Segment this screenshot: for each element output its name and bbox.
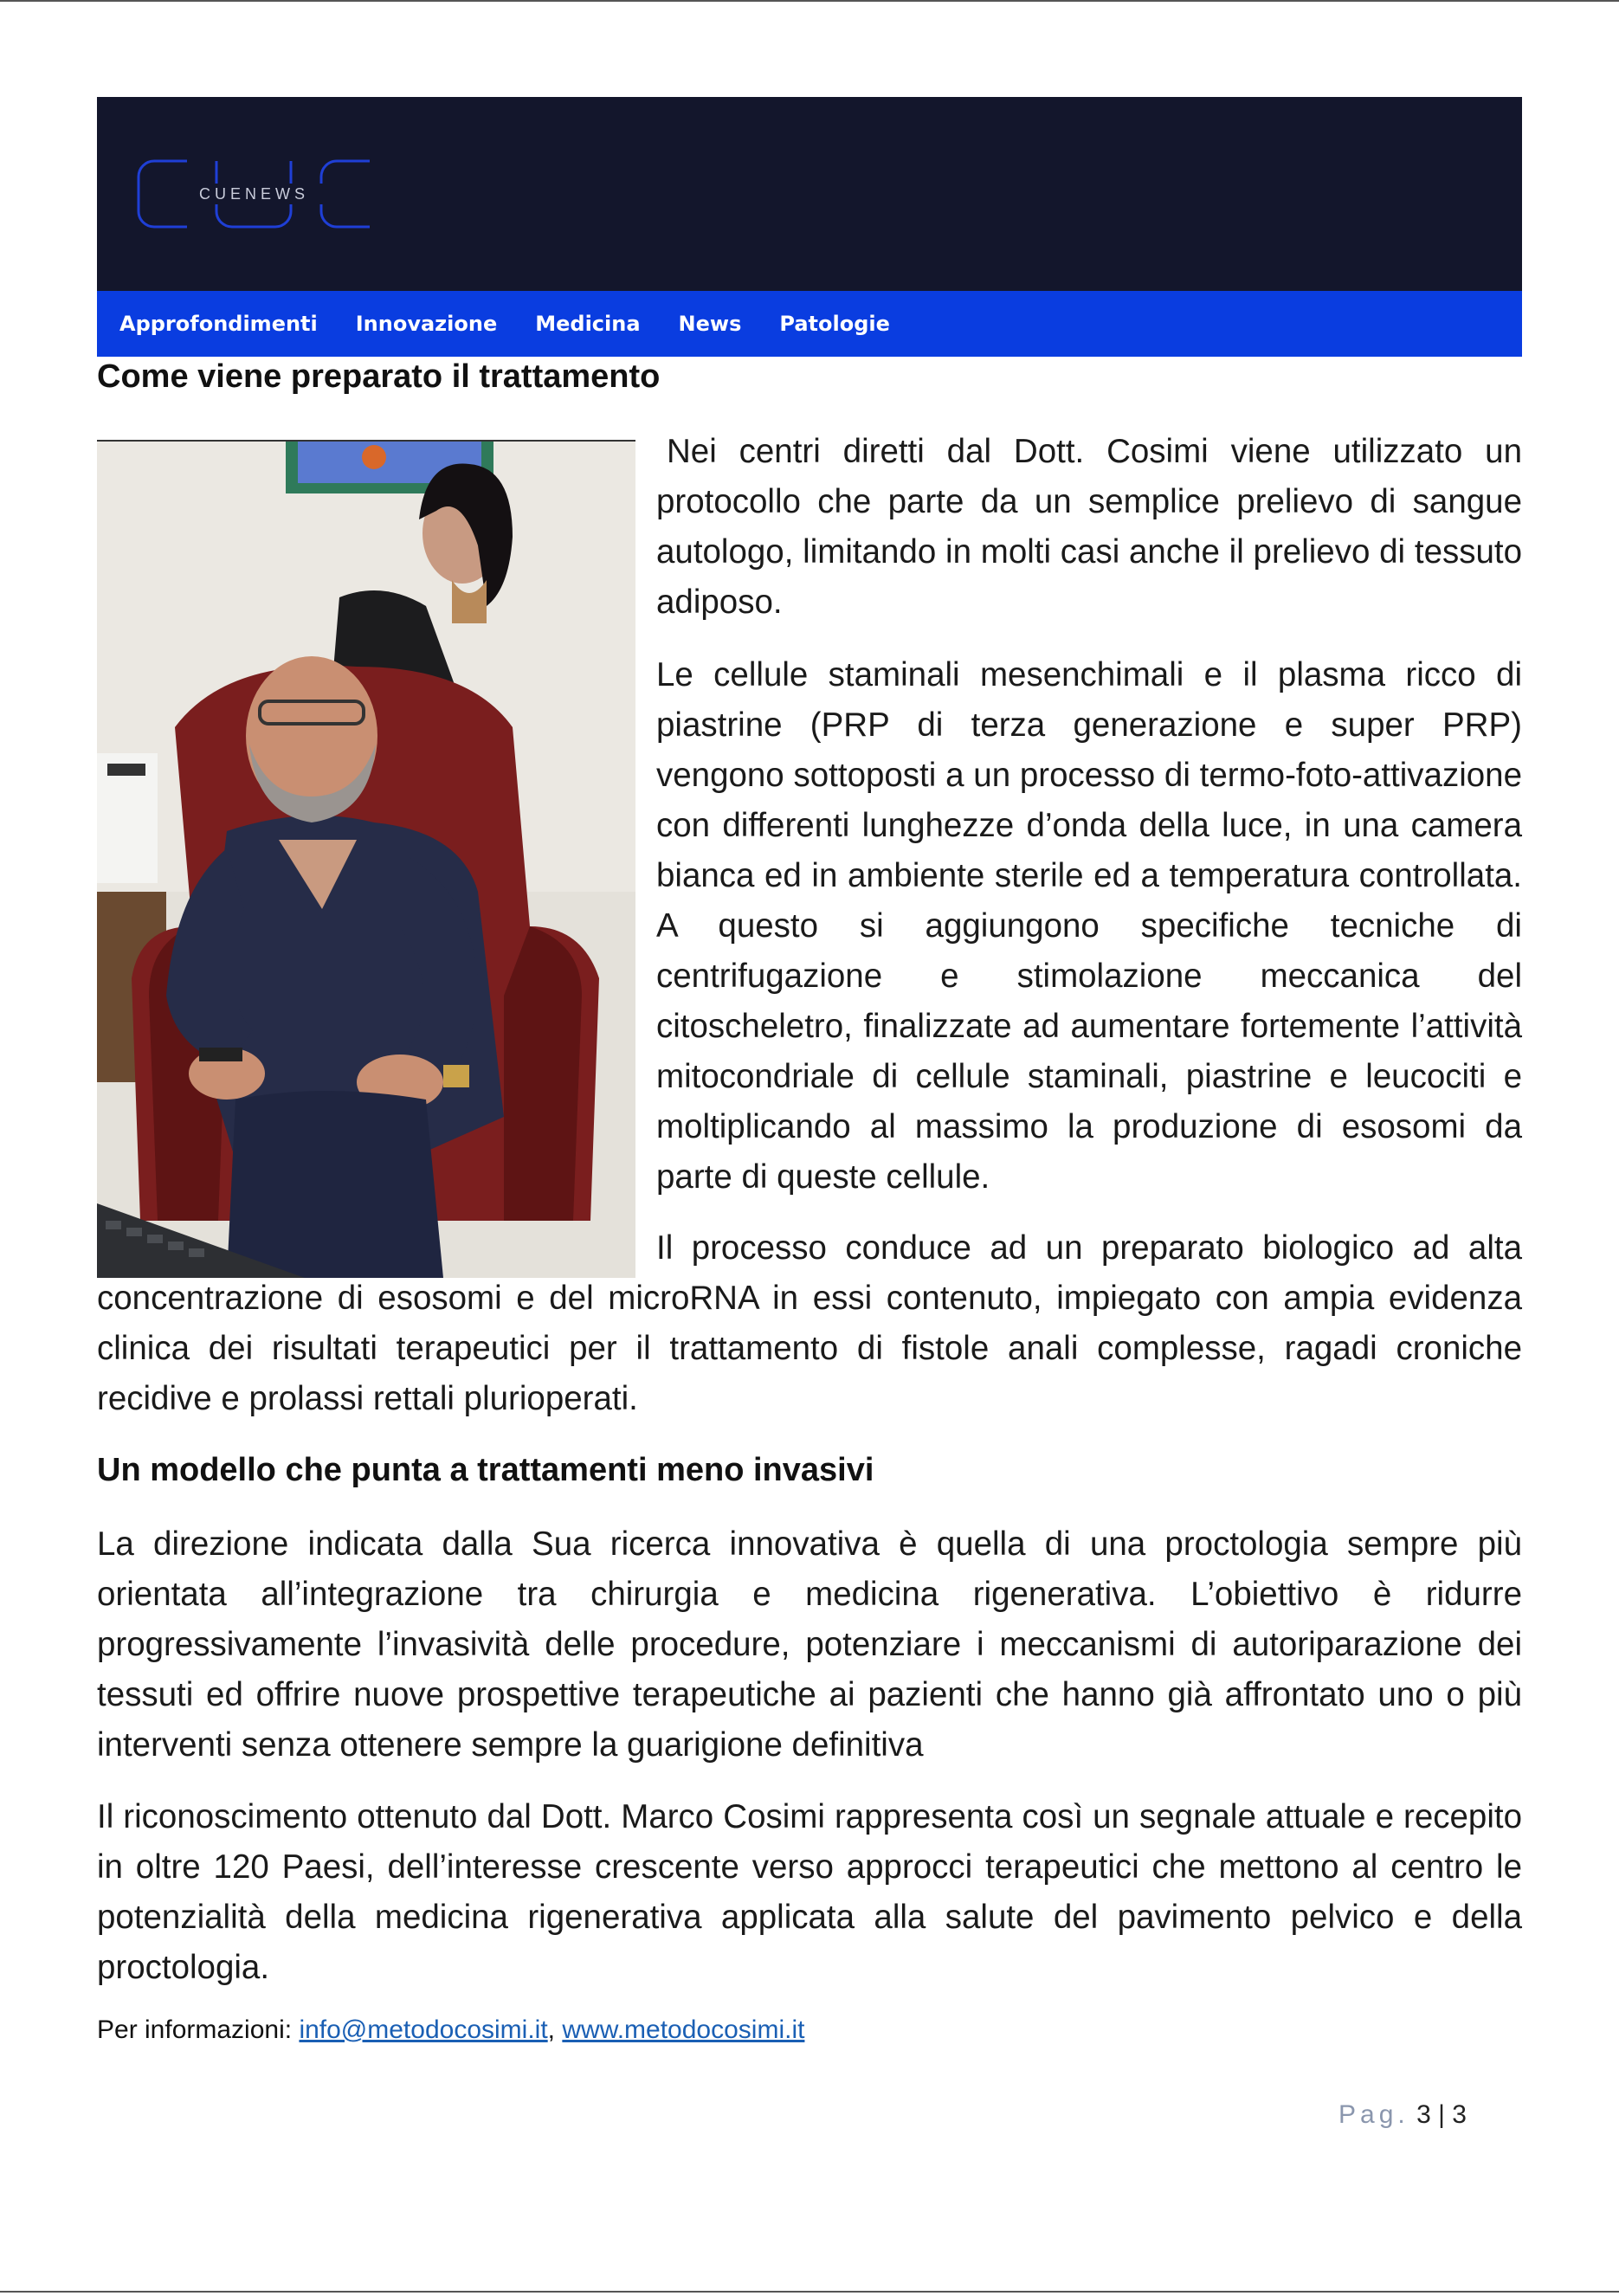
nav-item-patologie[interactable]: Patologie <box>779 312 890 336</box>
page-separator: | <box>1438 2100 1445 2129</box>
bottom-border <box>0 2291 1619 2293</box>
site-header-banner <box>97 97 1522 357</box>
page-number <box>1338 2100 1467 2130</box>
paragraph-recognition: Il riconoscimento ottenuto dal Dott. Marco Cosimi rappresenta così un segnale attuale e recepito in oltre 120 Paesi, dell’interesse crescente verso approcci terapeutici che mettono al centro le potenzialità della medicina rigenerativa applicata alla salute del pavimento pelvico e della proctologia. <box>97 1798 1522 1986</box>
email-link[interactable]: info@metodocosimi.it <box>299 2015 548 2044</box>
nav-item-approfondimenti[interactable]: Approfondimenti <box>119 312 318 336</box>
top-border <box>0 0 1619 2</box>
article-photo <box>97 440 635 1278</box>
nav-item-news[interactable]: News <box>678 312 742 336</box>
page-current: 3 <box>1416 2100 1431 2129</box>
page-total: 3 <box>1452 2100 1467 2129</box>
section-heading-less-invasive: Un modello che punta a trattamenti meno invasivi <box>97 1452 874 1488</box>
contact-info <box>97 2015 804 2045</box>
contact-label: Per informazioni: <box>97 2015 293 2044</box>
nav-item-medicina[interactable]: Medicina <box>535 312 641 336</box>
main-navigation <box>97 291 1522 357</box>
paragraph-process-continuation: concentrazione di esosomi e del microRNA in essi contenuto, impiegato con ampia evidenza clinica dei risultati terapeutici per il trattamento di fistole anali complesse, ragadi croniche recidive e prolassi rettali plurioperati. <box>97 1280 1522 1417</box>
logo-text: CUENEWS <box>198 184 309 203</box>
website-link[interactable]: www.metodocosimi.it <box>562 2015 805 2044</box>
doctor-portrait-illustration <box>97 442 635 1278</box>
contact-separator: , <box>547 2015 556 2044</box>
paragraph-process-first-line: Il processo conduce ad un preparato biologico ad alta <box>656 1229 1522 1267</box>
paragraph-direction: La direzione indicata dalla Sua ricerca innovativa è quella di una proctologia sempre più orientata all’integrazione tra chirurgia e medicina rigenerativa. L’obiettivo è ridurre progressivamente l’invasività delle procedure, potenziare i meccanismi di autoriparazione dei tessuti ed offrire nuove prospettive terapeutiche ai pazienti che hanno già affrontato uno o più interventi senza ottenere sempre la guarigione definitiva <box>97 1525 1522 1764</box>
cuenews-logo[interactable] <box>135 158 373 230</box>
paragraph-protocol: Nei centri diretti dal Dott. Cosimi viene utilizzato un protocollo che parte da un semplice prelievo di sangue autologo, limitando in molti casi anche il prelievo di tessuto adiposo. <box>656 433 1522 621</box>
page-label: Pag. <box>1338 2100 1409 2129</box>
paragraph-cells: Le cellule staminali mesenchimali e il plasma ricco di piastrine (PRP di terza generazione e super PRP) vengono sottoposti a un processo di termo-foto-attivazione con differenti lunghezze d’onda della luce, in una camera bianca ed in ambiente sterile ed a temperatura controllata. A questo si aggiungono specifiche tecniche di centrifugazione e stimolazione meccanica del citoscheletro, finalizzate ad aumentare fortemente l’attività mitocondriale di cellule staminali, piastrine e leucociti e moltiplicando al massimo la produzione di esosomi da parte di queste cellule. <box>656 656 1522 1196</box>
nav-item-innovazione[interactable]: Innovazione <box>355 312 498 336</box>
section-heading-treatment: Come viene preparato il trattamento <box>97 358 661 395</box>
header-dark-band <box>97 97 1522 291</box>
